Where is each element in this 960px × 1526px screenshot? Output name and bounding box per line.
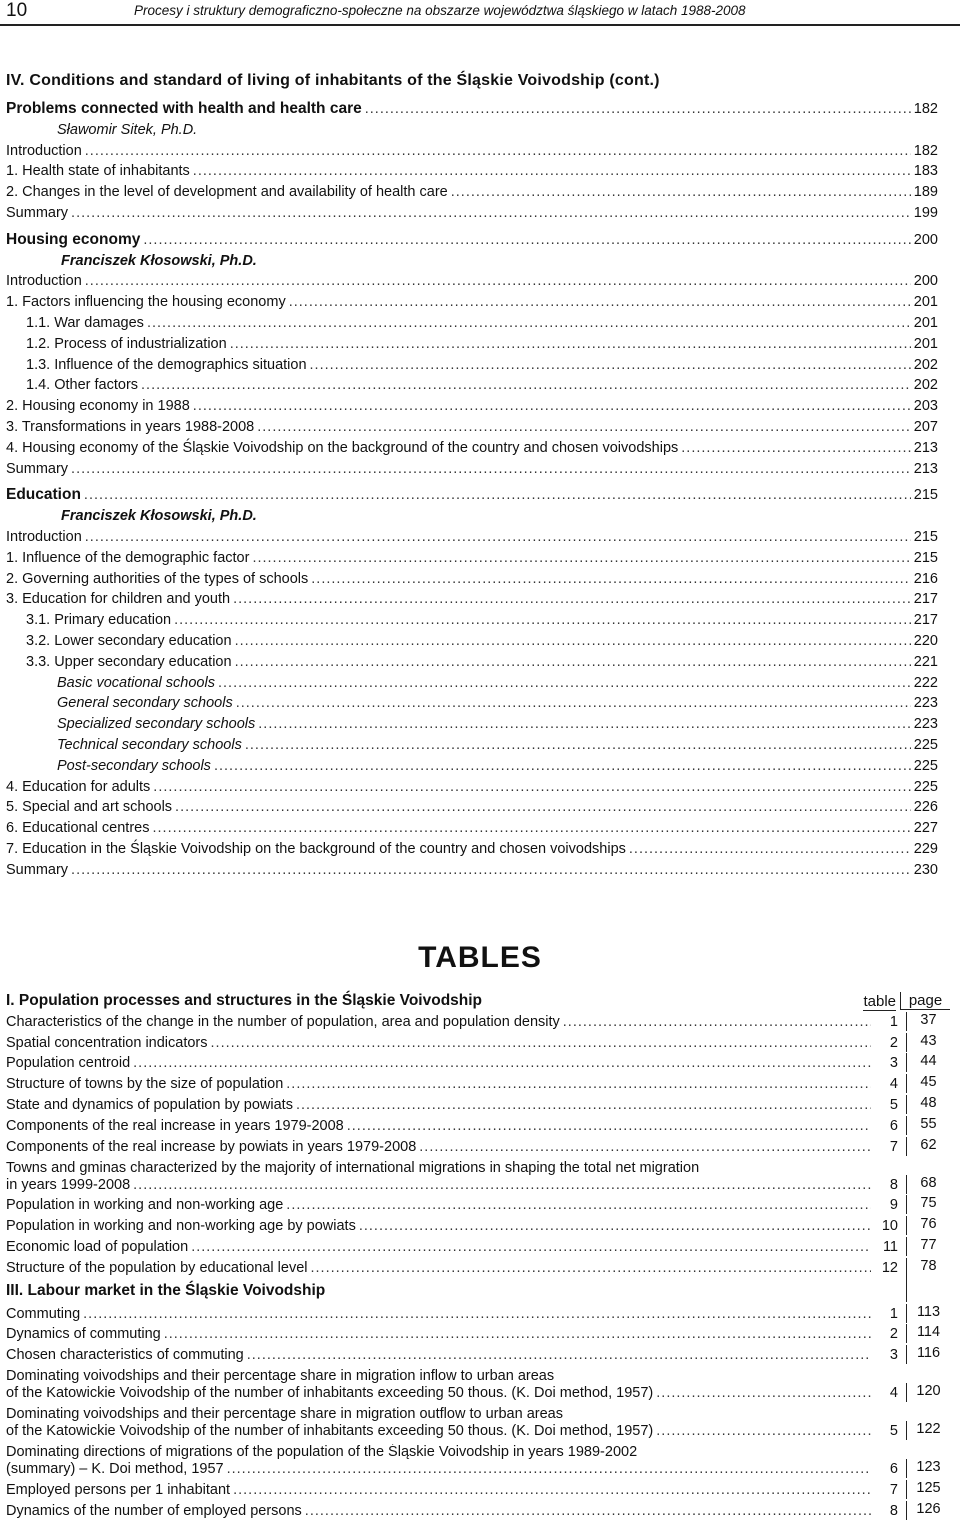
table-number: 11 xyxy=(882,1238,898,1255)
table-page: 78 xyxy=(906,1258,950,1277)
table-entry xyxy=(6,1402,950,1440)
table-entry-label: Structure of the population by educational level xyxy=(6,1259,308,1276)
leader-dots xyxy=(310,355,911,376)
leader-dots xyxy=(286,1197,871,1214)
toc-entry xyxy=(6,506,938,527)
table-entry-label: Dynamics of the number of employed persons xyxy=(6,1502,302,1519)
table-entry-label: Population centroid xyxy=(6,1055,131,1072)
leader-dots xyxy=(235,652,911,673)
tables-section-3-header xyxy=(6,1277,950,1302)
toc-entry-page: 200 xyxy=(913,231,938,248)
leader-dots xyxy=(193,396,911,417)
toc-entry xyxy=(6,652,938,673)
table-number: 1 xyxy=(889,1305,898,1322)
toc-entry-label: 2. Governing authorities of the types of schools xyxy=(6,570,309,587)
table-number: 6 xyxy=(889,1117,898,1134)
table-entry-label: Population in working and non-working age xyxy=(6,1197,284,1214)
table-number: 4 xyxy=(889,1385,898,1402)
toc-entry-page: 215 xyxy=(913,528,938,545)
leader-dots xyxy=(235,631,911,652)
leader-dots xyxy=(289,292,911,313)
toc-entry xyxy=(6,292,938,313)
toc-entry xyxy=(6,438,938,459)
toc-entry xyxy=(6,673,938,694)
tables-section-3-rows xyxy=(6,1302,950,1520)
leader-dots xyxy=(147,313,911,334)
toc-entry-label: 2. Housing economy in 1988 xyxy=(6,398,190,415)
toc-entry-label: Education xyxy=(6,486,81,504)
toc-entry-page: 230 xyxy=(913,861,938,878)
toc-entry-label: 3.1. Primary education xyxy=(26,612,172,629)
toc-entry-label: Introduction xyxy=(6,142,82,159)
toc-entry-label: Introduction xyxy=(6,273,82,290)
table-entry-label: Structure of towns by the size of population xyxy=(6,1076,284,1093)
toc-entry-label: Basic vocational schools xyxy=(57,674,215,691)
table-entry-label: Commuting xyxy=(6,1305,81,1322)
table-entry-label: Components of the real increase in years 1979-2008 xyxy=(6,1117,344,1134)
table-page: 75 xyxy=(906,1195,950,1214)
table-number: 9 xyxy=(889,1197,898,1214)
toc-entry-label: General secondary schools xyxy=(57,695,233,712)
toc-entry-page: 199 xyxy=(913,204,938,221)
leader-dots xyxy=(211,1035,871,1052)
leader-dots xyxy=(257,417,911,438)
table-entry xyxy=(6,1343,950,1364)
toc-entry-page: 213 xyxy=(913,439,938,456)
toc-entry-label: Introduction xyxy=(6,528,82,545)
table-entry xyxy=(6,1010,950,1031)
table-number: 8 xyxy=(889,1176,898,1193)
toc-entry-label: 1.2. Process of industrialization xyxy=(26,335,227,352)
leader-dots xyxy=(71,203,911,224)
tables-list xyxy=(6,986,950,1520)
toc-entry xyxy=(6,485,938,506)
toc-entry-page: 223 xyxy=(913,716,938,733)
table-entry xyxy=(6,1499,950,1520)
table-number: 7 xyxy=(889,1481,898,1498)
toc-entry xyxy=(6,756,938,777)
toc-entry-page: 201 xyxy=(913,314,938,331)
toc-entry xyxy=(6,334,938,355)
table-entry xyxy=(6,1235,950,1256)
table-entry-label-cont: of the Katowickie Voivodship of the number of inhabitants exceeding 50 thous. (K. Doi method, 1957) xyxy=(6,1385,654,1402)
leader-dots xyxy=(296,1097,871,1114)
toc-entry-page: 202 xyxy=(913,377,938,394)
toc-entry xyxy=(6,120,938,141)
toc-entry-page: 201 xyxy=(913,294,938,311)
table-entry-label: Economic load of population xyxy=(6,1238,189,1255)
table-entry xyxy=(6,1440,950,1478)
toc-entry-page: 221 xyxy=(913,653,938,670)
tables-title: TABLES xyxy=(418,941,542,974)
toc-entry-label: Sławomir Sitek, Ph.D. xyxy=(57,121,198,138)
toc-entry-label: 7. Education in the Śląskie Voivodship on the background of the country and chosen voivodships xyxy=(6,840,626,857)
table-entry xyxy=(6,1302,950,1323)
toc-entry-page: 213 xyxy=(913,460,938,477)
toc-entry-page: 226 xyxy=(913,799,938,816)
toc-entry xyxy=(6,860,938,881)
toc-entry-page: 225 xyxy=(913,736,938,753)
toc-entry-page: 203 xyxy=(913,398,938,415)
leader-dots xyxy=(164,1326,871,1343)
toc-entry xyxy=(6,548,938,569)
table-page: 116 xyxy=(906,1345,950,1364)
toc-list xyxy=(6,99,938,880)
toc-entry-label: 2. Changes in the level of development and availability of health care xyxy=(6,184,448,201)
toc-entry xyxy=(6,355,938,376)
table-number: 3 xyxy=(889,1055,898,1072)
toc-entry xyxy=(6,161,938,182)
toc-entry xyxy=(6,182,938,203)
toc-entry-page: 225 xyxy=(913,778,938,795)
toc-entry xyxy=(6,735,938,756)
table-entry xyxy=(6,1114,950,1135)
leader-dots xyxy=(258,714,911,735)
table-number: 5 xyxy=(889,1096,898,1113)
toc-entry xyxy=(6,375,938,396)
toc-entry-page: 201 xyxy=(913,335,938,352)
leader-dots xyxy=(252,548,910,569)
table-page: 55 xyxy=(906,1116,950,1135)
toc-entry-page: 189 xyxy=(913,184,938,201)
table-entry-label: Towns and gminas characterized by the majority of international migrations in shaping the total net migration xyxy=(6,1159,700,1176)
toc-entry-label: 6. Educational centres xyxy=(6,820,150,837)
table-page: 126 xyxy=(906,1501,950,1520)
leader-dots xyxy=(347,1118,871,1135)
table-entry xyxy=(6,1072,950,1093)
leader-dots xyxy=(152,818,910,839)
leader-dots xyxy=(236,693,911,714)
toc-entry-page: 223 xyxy=(913,695,938,712)
toc-entry-page: 217 xyxy=(913,591,938,608)
table-entry-label: Employed persons per 1 inhabitant xyxy=(6,1481,231,1498)
table-entry xyxy=(6,1031,950,1052)
leader-dots xyxy=(247,1347,871,1364)
toc-entry xyxy=(6,693,938,714)
table-entry-label-cont: of the Katowickie Voivodship of the number of inhabitants exceeding 50 thous. (K. Doi method, 1957) xyxy=(6,1423,654,1440)
leader-dots xyxy=(71,860,911,881)
leader-dots xyxy=(563,1014,871,1031)
table-page: 120 xyxy=(906,1383,950,1402)
leader-dots xyxy=(85,527,911,548)
toc-entry-label: 4. Education for adults xyxy=(6,778,151,795)
toc-entry-page: 182 xyxy=(913,142,938,159)
table-entry xyxy=(6,1093,950,1114)
column-table-header: table xyxy=(863,993,896,1010)
toc-entry-page: 216 xyxy=(913,570,938,587)
toc-entry xyxy=(6,251,938,272)
table-entry xyxy=(6,1364,950,1402)
leader-dots xyxy=(305,1503,871,1520)
table-number: 7 xyxy=(889,1138,898,1155)
toc-entry xyxy=(6,839,938,860)
leader-dots xyxy=(141,375,911,396)
leader-dots xyxy=(85,141,911,162)
table-page: 37 xyxy=(906,1012,950,1031)
table-page: 48 xyxy=(906,1095,950,1114)
toc-entry-label: Technical secondary schools xyxy=(57,736,242,753)
table-entry-label: Chosen characteristics of commuting xyxy=(6,1347,244,1364)
toc-entry xyxy=(6,396,938,417)
toc-entry xyxy=(6,777,938,798)
table-page: 62 xyxy=(906,1137,950,1156)
leader-dots xyxy=(193,161,911,182)
table-entry xyxy=(6,1194,950,1215)
table-page: 114 xyxy=(906,1324,950,1343)
running-title: Procesy i struktury demograficzno-społeczne na obszarze województwa śląskiego w latach 1988-2008 xyxy=(134,3,746,18)
toc-entry xyxy=(6,203,938,224)
toc-entry-label: 1.3. Influence of the demographics situation xyxy=(26,356,307,373)
table-number: 12 xyxy=(881,1259,898,1276)
toc-entry-label: Franciszek Kłosowski, Ph.D. xyxy=(61,252,257,269)
leader-dots xyxy=(230,334,911,355)
leader-dots xyxy=(227,1461,871,1478)
toc-entry-page: 222 xyxy=(913,674,938,691)
leader-dots xyxy=(85,271,911,292)
leader-dots xyxy=(133,1055,871,1072)
leader-dots xyxy=(218,673,911,694)
toc-entry-label: 4. Housing economy of the Śląskie Voivodship on the background of the country and chosen voivodships xyxy=(6,439,679,456)
toc-entry-label: 3. Transformations in years 1988-2008 xyxy=(6,418,255,435)
toc-entry-page: 183 xyxy=(913,163,938,180)
toc-entry xyxy=(6,313,938,334)
table-entry xyxy=(6,1323,950,1344)
toc-entry-page: 202 xyxy=(913,356,938,373)
leader-dots xyxy=(656,1385,871,1402)
leader-dots xyxy=(419,1139,871,1156)
table-number: 8 xyxy=(889,1502,898,1519)
leader-dots xyxy=(233,1482,871,1499)
toc-entry xyxy=(6,610,938,631)
table-page: 44 xyxy=(906,1053,950,1072)
leader-dots xyxy=(451,182,911,203)
table-entry-label: Components of the real increase by powiats in years 1979-2008 xyxy=(6,1138,417,1155)
toc-entry-page: 220 xyxy=(913,632,938,649)
table-number: 6 xyxy=(889,1461,898,1478)
table-page: 43 xyxy=(906,1033,950,1052)
table-entry-label: Dynamics of commuting xyxy=(6,1326,161,1343)
toc-entry-label: 1. Influence of the demographic factor xyxy=(6,549,250,566)
table-entry xyxy=(6,1214,950,1235)
leader-dots xyxy=(311,569,911,590)
table-entry-label: Characteristics of the change in the number of population, area and population density xyxy=(6,1013,560,1030)
toc-entry-page: 229 xyxy=(913,840,938,857)
table-number: 10 xyxy=(881,1218,898,1235)
toc-entry-page: 227 xyxy=(913,820,938,837)
toc-entry xyxy=(6,230,938,251)
leader-dots xyxy=(175,797,911,818)
toc-entry-page: 217 xyxy=(913,612,938,629)
table-number: 1 xyxy=(889,1013,898,1030)
toc-entry xyxy=(6,527,938,548)
chapter-heading: IV. Conditions and standard of living of inhabitants of the Śląskie Voivodship (cont.) xyxy=(6,72,660,89)
table-page: 68 xyxy=(906,1175,950,1194)
table-page: 45 xyxy=(906,1074,950,1093)
table-entry-label: State and dynamics of population by powiats xyxy=(6,1096,293,1113)
table-number: 5 xyxy=(889,1423,898,1440)
column-page-header: page xyxy=(900,992,950,1010)
table-entry-label: Dominating voivodships and their percentage share in migration inflow to urban areas xyxy=(6,1368,555,1385)
toc-entry xyxy=(6,818,938,839)
page-header xyxy=(0,0,960,26)
table-entry-label-cont: in years 1999-2008 xyxy=(6,1176,131,1193)
tables-section-1-header xyxy=(6,986,950,1010)
table-entry xyxy=(6,1256,950,1277)
toc-entry-label: 3. Education for children and youth xyxy=(6,591,231,608)
toc-entry xyxy=(6,631,938,652)
toc-entry-label: Post-secondary schools xyxy=(57,757,211,774)
leader-dots xyxy=(365,99,911,120)
toc-entry-page: 215 xyxy=(913,487,938,504)
table-of-contents xyxy=(6,69,938,880)
section-heading: I. Population processes and structures in the Śląskie Voivodship xyxy=(6,992,483,1009)
table-entry-label: Dominating directions of migrations of the population of the Śląskie Voivodship in years 1989-2002 xyxy=(6,1444,638,1461)
table-entry xyxy=(6,1478,950,1499)
table-page: 123 xyxy=(906,1459,950,1478)
toc-entry-label: 1. Health state of inhabitants xyxy=(6,163,190,180)
table-entry-label: Dominating voivodships and their percentage share in migration outflow to urban areas xyxy=(6,1406,563,1423)
leader-dots xyxy=(359,1218,871,1235)
toc-entry-page: 225 xyxy=(913,757,938,774)
toc-entry xyxy=(6,99,938,120)
toc-entry-label: Problems connected with health and health care xyxy=(6,100,362,117)
toc-entry-label: 1.4. Other factors xyxy=(26,377,139,394)
leader-dots xyxy=(286,1076,871,1093)
table-entry-label: Population in working and non-working age by powiats xyxy=(6,1218,356,1235)
tables-section-1-rows xyxy=(6,1010,950,1277)
page-number: 10 xyxy=(6,0,28,21)
leader-dots xyxy=(133,1177,871,1194)
leader-dots xyxy=(191,1239,871,1256)
leader-dots xyxy=(143,230,910,251)
leader-dots xyxy=(310,1260,871,1277)
toc-entry xyxy=(6,714,938,735)
toc-entry xyxy=(6,141,938,162)
toc-entry-label: 1. Factors influencing the housing economy xyxy=(6,294,286,311)
table-number: 2 xyxy=(889,1326,898,1343)
leader-dots xyxy=(245,735,911,756)
toc-entry-label: Summary xyxy=(6,460,69,477)
table-page: 113 xyxy=(906,1304,950,1323)
toc-entry-label: Housing economy xyxy=(6,230,141,248)
toc-entry-label: Summary xyxy=(6,861,69,878)
toc-entry-label: 5. Special and art schools xyxy=(6,799,173,816)
table-number: 2 xyxy=(889,1034,898,1051)
table-page: 122 xyxy=(906,1421,950,1440)
toc-entry-label: Summary xyxy=(6,204,69,221)
leader-dots xyxy=(629,839,911,860)
toc-entry-label: 1.1. War damages xyxy=(26,314,144,331)
table-entry-label-cont: (summary) – K. Doi method, 1957 xyxy=(6,1461,224,1478)
table-entry xyxy=(6,1052,950,1073)
toc-entry-page: 200 xyxy=(913,273,938,290)
leader-dots xyxy=(681,438,911,459)
table-page: 76 xyxy=(906,1216,950,1235)
leader-dots xyxy=(153,777,911,798)
table-number: 3 xyxy=(889,1347,898,1364)
toc-entry-label: Specialized secondary schools xyxy=(57,716,256,733)
toc-entry-page: 182 xyxy=(913,101,938,117)
toc-entry xyxy=(6,271,938,292)
table-entry-label: Spatial concentration indicators xyxy=(6,1034,208,1051)
toc-entry xyxy=(6,589,938,610)
section-heading: III. Labour market in the Śląskie Voivodship xyxy=(6,1281,326,1299)
table-page: 77 xyxy=(906,1237,950,1256)
toc-entry xyxy=(6,569,938,590)
table-page: 125 xyxy=(906,1480,950,1499)
leader-dots xyxy=(656,1423,871,1440)
toc-entry xyxy=(6,459,938,480)
leader-dots xyxy=(84,485,911,506)
leader-dots xyxy=(233,589,911,610)
leader-dots xyxy=(71,459,911,480)
table-entry xyxy=(6,1156,950,1194)
toc-entry-page: 207 xyxy=(913,418,938,435)
leader-dots xyxy=(214,756,911,777)
leader-dots xyxy=(174,610,911,631)
toc-entry xyxy=(6,417,938,438)
toc-entry-label: 3.3. Upper secondary education xyxy=(26,653,232,670)
toc-entry-label: Franciszek Kłosowski, Ph.D. xyxy=(61,508,257,525)
toc-entry-label: 3.2. Lower secondary education xyxy=(26,632,232,649)
toc-entry-page: 215 xyxy=(913,549,938,566)
toc-entry xyxy=(6,797,938,818)
table-number: 4 xyxy=(889,1076,898,1093)
leader-dots xyxy=(83,1306,871,1323)
table-entry xyxy=(6,1135,950,1156)
